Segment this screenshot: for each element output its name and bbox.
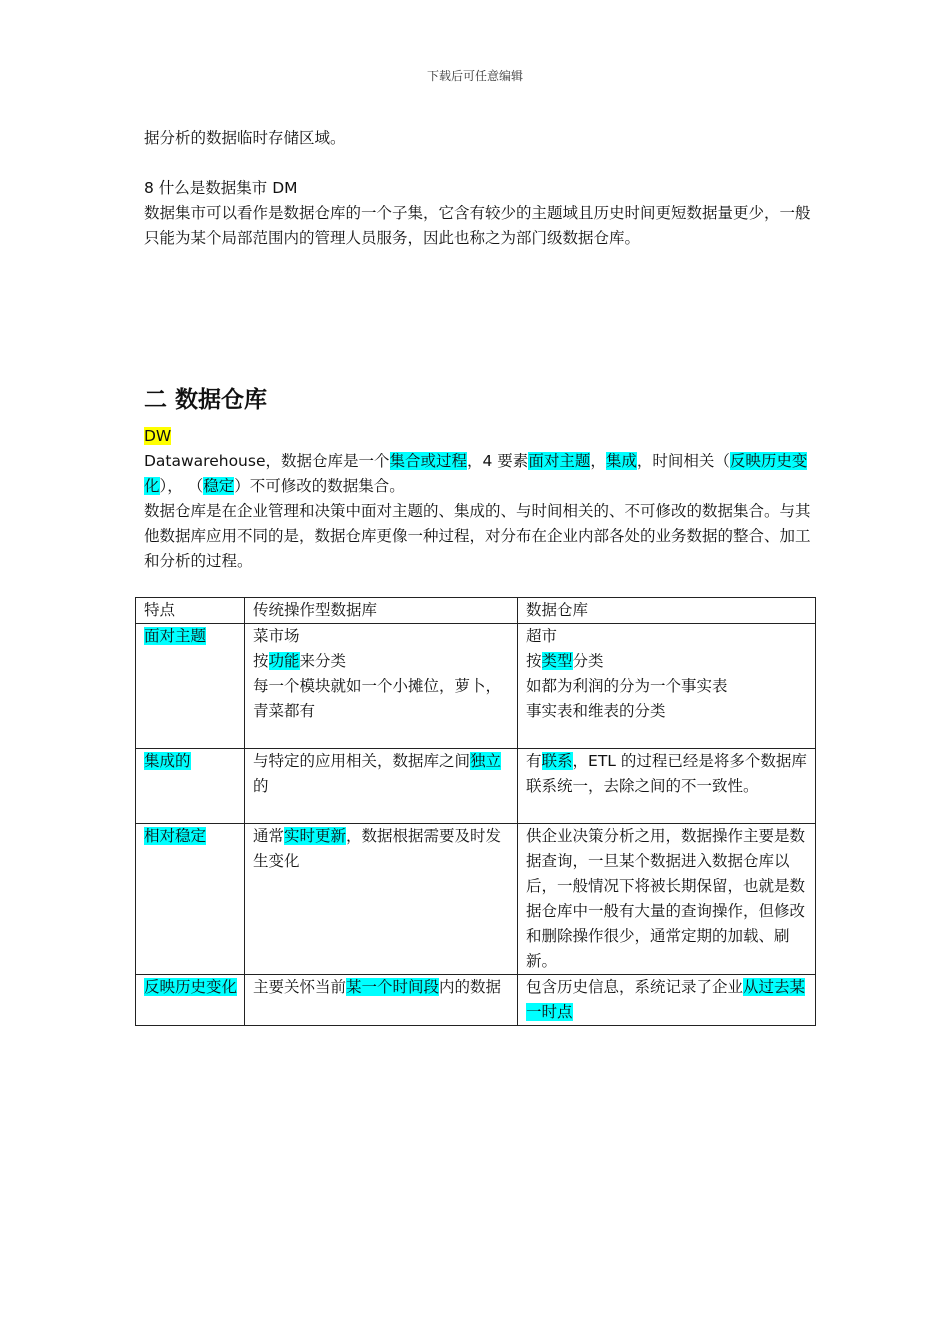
warehouse-cell: 供企业决策分析之用，数据操作主要是数据查询，一旦某个数据进入数据仓库以后，一般情况下将被长期保留，也就是数据仓库中一般有大量的查询操作，但修改和删除操作很少，通常定期的加载、刷新。 <box>518 824 816 975</box>
dw-highlight: DW <box>144 427 172 445</box>
highlight-set-or-process: 集合或过程 <box>389 452 468 470</box>
operational-cell: 菜市场 按功能来分类 每一个模块就如一个小摊位，萝卜，青菜都有 <box>245 624 518 749</box>
question-8-body: 数据集市可以看作是数据仓库的一个子集，它含有较少的主题域且历史时间更短数据量更少，一般只能为某个局部范围内的管理人员服务，因此也称之为部门级数据仓库。 <box>144 204 811 247</box>
feature-cell: 相对稳定 <box>136 824 245 975</box>
table-row <box>136 624 816 749</box>
warehouse-cell: 超市 按类型分类 如都为利润的分为一个事实表 事实表和维表的分类 <box>518 624 816 749</box>
header-data-warehouse: 数据仓库 <box>518 598 816 624</box>
table-row <box>136 824 816 975</box>
operational-cell: 与特定的应用相关，数据库之间独立的 <box>245 749 518 824</box>
question-8-title: 8 什么是数据集市 DM <box>144 179 298 197</box>
feature-cell: 面对主题 <box>136 624 245 749</box>
table-row <box>136 749 816 824</box>
table-row <box>136 975 816 1026</box>
definition-paragraph: Datawarehouse，数据仓库是一个集合或过程，4 要素面对主题，集成，时间相关（反映历史变化）， （稳定）不可修改的数据集合。 <box>144 452 808 495</box>
definition-paragraph-2: 数据仓库是在企业管理和决策中面对主题的、集成的、与时间相关的、不可修改的数据集合。与其他数据库应用不同的是，数据仓库更像一种过程，对分布在企业内部各处的业务数据的整合、加工和分析的过程。 <box>144 502 811 570</box>
operational-cell: 通常实时更新，数据根据需要及时发生变化 <box>245 824 518 975</box>
header-operational-db: 传统操作型数据库 <box>245 598 518 624</box>
dw-label <box>144 424 814 449</box>
highlight-integrated: 集成 <box>605 452 637 470</box>
warehouse-cell: 有联系，ETL 的过程已经是将多个数据库联系统一，去除之间的不一致性。 <box>518 749 816 824</box>
page-header: 下载后可任意编辑 <box>426 69 523 83</box>
feature-cell: 反映历史变化 <box>136 975 245 1026</box>
operational-cell: 主要关怀当前某一个时间段内的数据 <box>245 975 518 1026</box>
header-feature: 特点 <box>136 598 245 624</box>
highlight-subject-oriented: 面对主题 <box>528 452 591 470</box>
comparison-table <box>135 597 816 1026</box>
highlight-history: 反映历史变化 <box>144 452 808 495</box>
feature-cell: 集成的 <box>136 749 245 824</box>
table-header-row <box>136 598 816 624</box>
warehouse-cell: 包含历史信息，系统记录了企业从过去某一时点 <box>518 975 816 1026</box>
continued-text: 据分析的数据临时存储区域。 <box>144 129 346 147</box>
section-title: 二 数据仓库 <box>144 387 268 413</box>
highlight-stable: 稳定 <box>203 477 235 495</box>
